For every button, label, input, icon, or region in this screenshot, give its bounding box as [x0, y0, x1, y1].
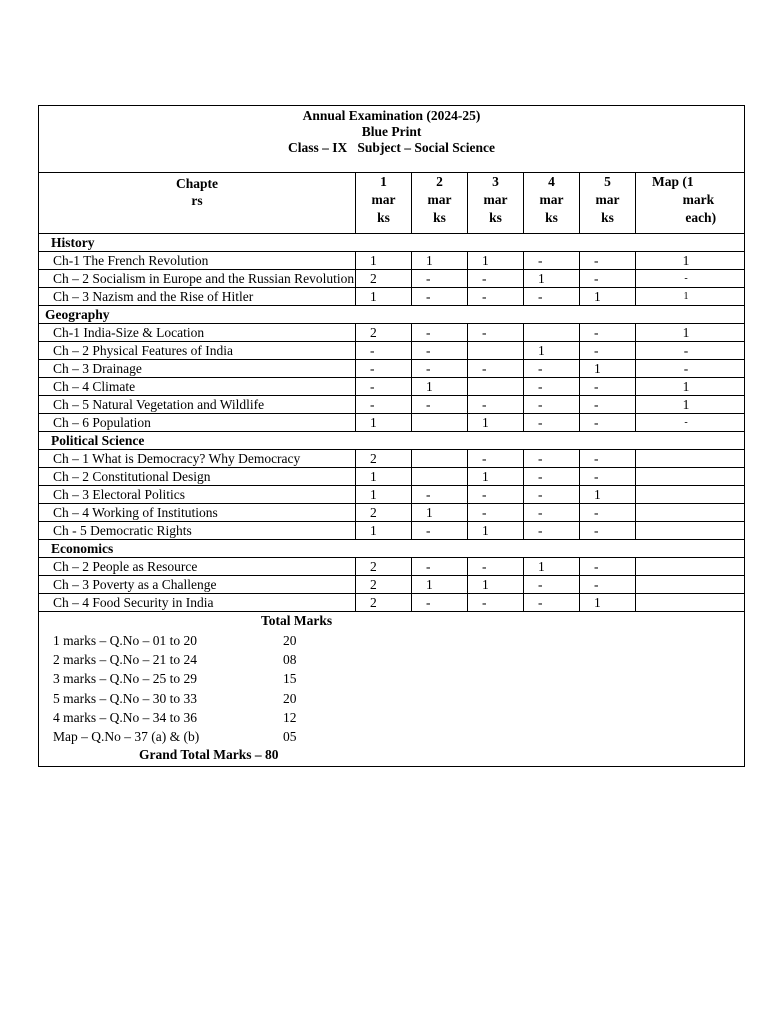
marks-breakdown-value: 15	[283, 671, 297, 687]
marks-cell-m3: -	[468, 324, 524, 342]
col-header-map	[636, 173, 745, 234]
document-header-row	[39, 106, 745, 173]
marks-cell-m4	[524, 324, 580, 342]
chapter-name: Ch-1 The French Revolution	[39, 252, 356, 270]
section-header-row	[39, 540, 745, 558]
marks-cell-m1: 1	[356, 288, 412, 306]
marks-cell-map	[636, 522, 745, 540]
marks-cell-m5: -	[580, 468, 636, 486]
marks-cell-m3: -	[468, 450, 524, 468]
marks-cell-m5: -	[580, 378, 636, 396]
marks-cell-m4: -	[524, 468, 580, 486]
marks-cell-m4: -	[524, 522, 580, 540]
marks-cell-m1: 2	[356, 270, 412, 288]
marks-breakdown-value: 08	[283, 652, 297, 668]
marks-cell-m3: -	[468, 504, 524, 522]
total-marks-summary	[39, 612, 745, 767]
marks-cell-m3: 1	[468, 414, 524, 432]
marks-cell-m2: 1	[412, 378, 468, 396]
marks-breakdown-label: 5 marks – Q.No – 30 to 33	[53, 690, 197, 706]
col-header-1-mark	[356, 173, 412, 234]
section-title: Political Science	[39, 432, 745, 450]
marks-cell-m3: 1	[468, 522, 524, 540]
col-header-1-mark-line1: 1	[380, 174, 387, 189]
marks-cell-map: 1	[636, 396, 745, 414]
section-title: History	[39, 234, 745, 252]
blue-print-title: Blue Print	[361, 124, 422, 139]
marks-cell-m4: -	[524, 288, 580, 306]
marks-breakdown-label: 3 marks – Q.No – 25 to 29	[53, 671, 197, 687]
marks-cell-m3: -	[468, 558, 524, 576]
exam-title: Annual Examination (2024-25)	[302, 108, 481, 123]
marks-cell-map	[636, 576, 745, 594]
chapter-row	[39, 270, 745, 288]
marks-cell-m5: -	[580, 342, 636, 360]
marks-cell-map: 1	[636, 378, 745, 396]
marks-cell-m1: 1	[356, 468, 412, 486]
marks-cell-m1: -	[356, 342, 412, 360]
chapter-name: Ch – 5 Natural Vegetation and Wildlife	[39, 396, 356, 414]
chapter-row	[39, 414, 745, 432]
marks-cell-map	[636, 558, 745, 576]
marks-cell-m4: -	[524, 504, 580, 522]
chapter-name: Ch – 2 Constitutional Design	[39, 468, 356, 486]
marks-cell-m3: -	[468, 360, 524, 378]
section-header-row	[39, 234, 745, 252]
col-header-4-marks-line3: ks	[545, 210, 558, 225]
marks-cell-m5: -	[580, 396, 636, 414]
marks-cell-m4: -	[524, 486, 580, 504]
marks-cell-m5: -	[580, 270, 636, 288]
col-header-2-marks-line2: mar	[427, 192, 452, 207]
col-header-5-marks-line2: mar	[595, 192, 620, 207]
marks-cell-m5: -	[580, 414, 636, 432]
marks-breakdown-line	[39, 650, 744, 669]
marks-cell-m4: -	[524, 252, 580, 270]
marks-cell-m3: 1	[468, 576, 524, 594]
marks-cell-map: 1	[636, 324, 745, 342]
marks-cell-m3: 1	[468, 252, 524, 270]
marks-breakdown-label: 4 marks – Q.No – 34 to 36	[53, 709, 197, 725]
col-header-3-marks-line3: ks	[489, 210, 502, 225]
col-header-1-mark-line2: mar	[371, 192, 396, 207]
section-title: Geography	[39, 306, 745, 324]
marks-cell-m4: -	[524, 360, 580, 378]
chapter-name: Ch – 3 Electoral Politics	[39, 486, 356, 504]
col-header-3-marks-line1: 3	[492, 174, 499, 189]
marks-cell-map: 1	[636, 288, 745, 306]
chapter-name: Ch – 2 People as Resource	[39, 558, 356, 576]
chapter-row	[39, 504, 745, 522]
marks-cell-m3	[468, 342, 524, 360]
marks-cell-m3	[468, 378, 524, 396]
marks-cell-m5: -	[580, 504, 636, 522]
col-header-chapters-line1: Chapte	[175, 176, 218, 191]
marks-cell-m5: -	[580, 450, 636, 468]
marks-cell-m2	[412, 450, 468, 468]
col-header-2-marks	[412, 173, 468, 234]
blue-print-table	[38, 105, 745, 767]
marks-cell-m4: -	[524, 414, 580, 432]
col-header-map-line1: Map (1	[652, 174, 694, 189]
chapter-row	[39, 558, 745, 576]
col-header-5-marks	[580, 173, 636, 234]
marks-cell-map: -	[636, 270, 745, 288]
section-header-row	[39, 306, 745, 324]
col-header-2-marks-line1: 2	[436, 174, 443, 189]
marks-cell-m1: 1	[356, 522, 412, 540]
marks-breakdown-line	[39, 727, 744, 746]
chapter-name: Ch – 4 Food Security in India	[39, 594, 356, 612]
col-header-5-marks-line3: ks	[601, 210, 614, 225]
marks-cell-m1: 2	[356, 594, 412, 612]
marks-cell-map: -	[636, 414, 745, 432]
marks-breakdown-line	[39, 708, 744, 727]
chapter-name: Ch – 1 What is Democracy? Why Democracy	[39, 450, 356, 468]
marks-cell-m1: 1	[356, 252, 412, 270]
marks-cell-m5: 1	[580, 360, 636, 378]
marks-breakdown-line	[39, 689, 744, 708]
chapter-name: Ch – 3 Drainage	[39, 360, 356, 378]
col-header-3-marks	[468, 173, 524, 234]
col-header-4-marks-line2: mar	[539, 192, 564, 207]
marks-cell-m3: -	[468, 288, 524, 306]
marks-cell-m4: 1	[524, 270, 580, 288]
marks-breakdown-value: 20	[283, 690, 297, 706]
marks-cell-m2	[412, 414, 468, 432]
chapter-row	[39, 378, 745, 396]
section-title: Economics	[39, 540, 745, 558]
marks-cell-m4: -	[524, 594, 580, 612]
col-header-3-marks-line2: mar	[483, 192, 508, 207]
chapter-row	[39, 396, 745, 414]
chapter-row	[39, 288, 745, 306]
marks-cell-m4: -	[524, 396, 580, 414]
marks-breakdown-value: 05	[283, 728, 297, 744]
chapter-name: Ch-1 India-Size & Location	[39, 324, 356, 342]
marks-cell-m2: -	[412, 360, 468, 378]
marks-cell-map	[636, 450, 745, 468]
marks-cell-map: -	[636, 342, 745, 360]
chapter-name: Ch – 4 Working of Institutions	[39, 504, 356, 522]
col-header-map-line2: mark	[682, 192, 715, 207]
col-header-chapters-line2: rs	[191, 193, 203, 208]
chapter-name: Ch – 2 Physical Features of India	[39, 342, 356, 360]
marks-cell-m4: -	[524, 576, 580, 594]
marks-cell-m2: -	[412, 396, 468, 414]
marks-breakdown-line	[39, 631, 744, 650]
marks-cell-m1: 2	[356, 504, 412, 522]
marks-cell-m5: 1	[580, 486, 636, 504]
chapter-row	[39, 252, 745, 270]
chapter-row	[39, 594, 745, 612]
marks-cell-map	[636, 594, 745, 612]
marks-cell-map	[636, 468, 745, 486]
marks-cell-m2: 1	[412, 252, 468, 270]
marks-cell-m2: -	[412, 486, 468, 504]
blue-print-document	[38, 105, 744, 767]
marks-cell-map: 1	[636, 252, 745, 270]
marks-breakdown-label: 2 marks – Q.No – 21 to 24	[53, 652, 197, 668]
marks-cell-map: -	[636, 360, 745, 378]
marks-cell-m3: -	[468, 486, 524, 504]
marks-cell-m3: 1	[468, 468, 524, 486]
marks-cell-m5: -	[580, 324, 636, 342]
chapter-name: Ch – 4 Climate	[39, 378, 356, 396]
marks-cell-m2: -	[412, 342, 468, 360]
marks-cell-m2: -	[412, 270, 468, 288]
marks-cell-map	[636, 504, 745, 522]
marks-cell-m4: 1	[524, 342, 580, 360]
marks-cell-m4: -	[524, 450, 580, 468]
marks-cell-m5: -	[580, 558, 636, 576]
marks-cell-m2: -	[412, 558, 468, 576]
document-header	[39, 106, 745, 173]
total-marks-summary-row	[39, 612, 745, 767]
marks-cell-m5: -	[580, 576, 636, 594]
marks-cell-m2: 1	[412, 576, 468, 594]
section-header-row	[39, 432, 745, 450]
marks-cell-m1: -	[356, 360, 412, 378]
chapter-name: Ch - 5 Democratic Rights	[39, 522, 356, 540]
chapter-row	[39, 576, 745, 594]
marks-cell-m2: -	[412, 324, 468, 342]
grand-total-marks: Grand Total Marks – 80	[139, 747, 279, 763]
marks-breakdown-value: 20	[283, 633, 297, 648]
marks-cell-map	[636, 486, 745, 504]
marks-cell-m3: -	[468, 594, 524, 612]
marks-cell-m1: 2	[356, 450, 412, 468]
marks-cell-m2: -	[412, 594, 468, 612]
col-header-2-marks-line3: ks	[433, 210, 446, 225]
marks-cell-m1: 2	[356, 576, 412, 594]
col-header-4-marks-line1: 4	[548, 174, 555, 189]
marks-cell-m1: 1	[356, 486, 412, 504]
marks-breakdown-label: Map – Q.No – 37 (a) & (b)	[53, 728, 200, 744]
marks-cell-m1: 2	[356, 558, 412, 576]
col-header-chapters	[39, 173, 356, 234]
col-header-5-marks-line1: 5	[604, 174, 611, 189]
marks-cell-m4: 1	[524, 558, 580, 576]
chapter-row	[39, 468, 745, 486]
marks-cell-m1: -	[356, 378, 412, 396]
marks-breakdown-line	[39, 669, 744, 688]
marks-breakdown-label: 1 marks – Q.No – 01 to 20	[53, 633, 197, 648]
chapter-row	[39, 342, 745, 360]
marks-cell-m2: -	[412, 288, 468, 306]
chapter-name: Ch – 6 Population	[39, 414, 356, 432]
chapter-name: Ch – 2 Socialism in Europe and the Russian Revolution	[39, 270, 356, 288]
marks-cell-m2: 1	[412, 504, 468, 522]
marks-cell-m4: -	[524, 378, 580, 396]
chapter-name: Ch – 3 Poverty as a Challenge	[39, 576, 356, 594]
chapter-row	[39, 324, 745, 342]
marks-cell-m5: 1	[580, 288, 636, 306]
chapter-row	[39, 522, 745, 540]
marks-cell-m1: 1	[356, 414, 412, 432]
chapter-name: Ch – 3 Nazism and the Rise of Hitler	[39, 288, 356, 306]
col-header-1-mark-line3: ks	[377, 210, 390, 225]
marks-cell-m2: -	[412, 522, 468, 540]
total-marks-title: Total Marks	[261, 613, 333, 628]
chapter-row	[39, 486, 745, 504]
chapter-row	[39, 450, 745, 468]
marks-cell-m5: -	[580, 522, 636, 540]
marks-breakdown-value: 12	[283, 709, 297, 725]
column-header-row	[39, 173, 745, 234]
marks-cell-m1: 2	[356, 324, 412, 342]
marks-cell-m3: -	[468, 270, 524, 288]
class-subject-line: Class – IX Subject – Social Science	[288, 140, 496, 155]
marks-cell-m2	[412, 468, 468, 486]
col-header-4-marks	[524, 173, 580, 234]
marks-cell-m3: -	[468, 396, 524, 414]
marks-cell-m1: -	[356, 396, 412, 414]
marks-cell-m5: -	[580, 252, 636, 270]
chapter-row	[39, 360, 745, 378]
col-header-map-line3: each)	[685, 210, 717, 225]
marks-cell-m5: 1	[580, 594, 636, 612]
